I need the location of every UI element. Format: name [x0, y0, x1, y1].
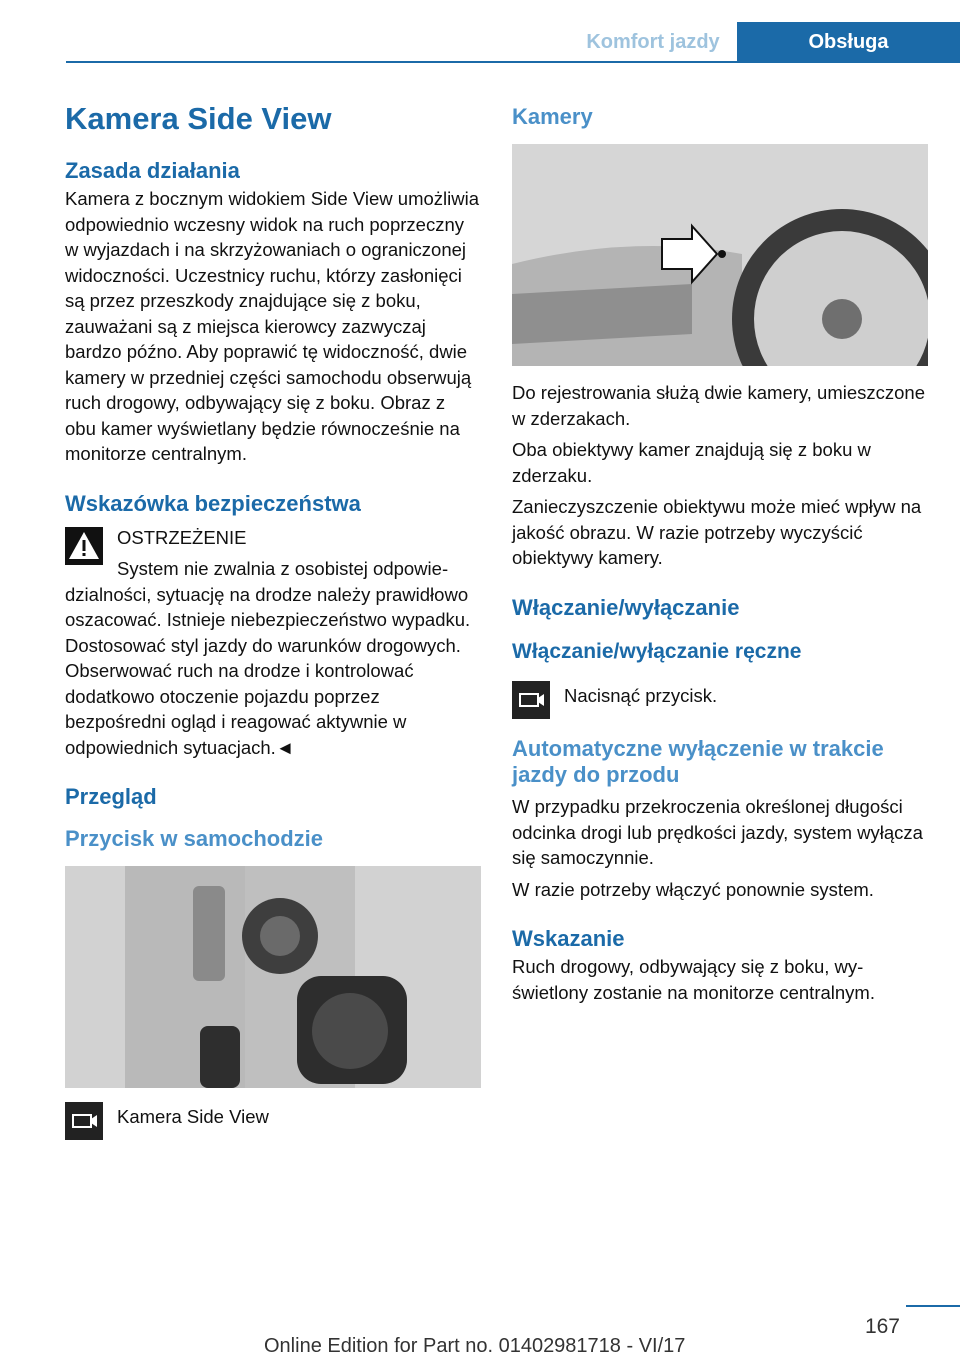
page-number: 167 — [864, 1315, 900, 1338]
tab-komfort-jazdy[interactable]: Komfort jazdy — [586, 30, 720, 53]
manual-button-row — [512, 681, 930, 709]
page-title: Kamera Side View — [65, 101, 332, 136]
edition-note: Online Edition for Part no. 01402981718 - VI/17 — [264, 1335, 686, 1357]
warning-label — [117, 525, 481, 551]
onoff-heading: Włączanie/wyłączanie — [512, 594, 740, 620]
overview-heading: Przegląd — [65, 784, 157, 809]
principle-text: Kamera z bocznym widokiem Side View umożliwia odpowiednio wczesny widok na ruch poprzeczny w wyjazdach i na skrzyżowaniach o ograniczonej widoczności. Uczestnicy ruchu, którzy zasłonięci są przez przeszkody znajdujące się z boku, zauważani są z miejsca kierowcy zazwyczaj bardzo późno. Aby poprawić tę widoczność, dwie kamery w przedniej części samochodu obserwują ruch drogowy, odbywający się z boku. Obraz z obu kamer wyświetlany będzie równocześnie na monitorze centralnym. — [65, 188, 480, 464]
right-column — [512, 96, 930, 1005]
cameras-text-2: Oba obiektywy kamer znajdują się z boku w zderzaku. — [512, 439, 871, 486]
side-view-camera-icon[interactable] — [65, 1102, 103, 1140]
left-column — [65, 96, 481, 1130]
principle-heading: Zasada działania — [65, 158, 240, 183]
footer-divider — [906, 1305, 960, 1307]
button-heading: Przycisk w samochodzie — [65, 826, 323, 851]
auto-off-heading: Automatyczne wyłączenie w trakcie jazdy do przodu — [512, 736, 884, 787]
tab-obsluga[interactable]: Obsługa — [737, 22, 960, 62]
cameras-heading: Kamery — [512, 104, 593, 129]
side-view-caption: Kamera Side View — [117, 1106, 269, 1127]
header-divider — [66, 61, 960, 63]
display-heading: Wskazanie — [512, 926, 625, 951]
manual-heading: Włączanie/wyłączanie ręczne — [512, 639, 802, 663]
safety-heading: Wskazówka bezpieczeństwa — [65, 490, 361, 516]
cameras-text-1: Do rejestrowania służą dwie kamery, umieszczone w zderzakach. — [512, 382, 925, 429]
cameras-text-3: Zanieczyszczenie obiektywu może mieć wpływ na jakość obrazu. W razie potrzeby wyczyścić obiektywy kamery. — [512, 496, 922, 568]
side-view-camera-icon-right[interactable] — [512, 681, 550, 719]
warning-triangle-icon — [65, 527, 103, 565]
warning-label-text: OSTRZEŻENIE — [117, 526, 247, 548]
auto-off-text-1: W przypadku przekroczenia określonej długości odcinka drogi lub prędkości jazdy, system wyłącza się samoczynnie. — [512, 796, 923, 868]
console-photo — [65, 866, 481, 1088]
auto-off-text-2: W razie potrzeby włączyć ponownie system. — [512, 878, 874, 900]
display-text: Ruch drogowy, odbywający się z boku, wyświetlony zostanie na monitorze centralnym. — [512, 956, 875, 1003]
side-view-button-row — [65, 1102, 481, 1130]
warning-block — [65, 525, 481, 551]
warning-text: System nie zwalnia z osobistej odpowiedzialności, sytuację na drodze należy prawidłowo oszacować. Istnieje niebezpieczeństwo wypadku. Dostosować styl jazdy do warunków drogowych. Obserwować ruch na drodze i kontrolować dodatkowo otoczenie pojazdu poprzez bezpośredni ogląd i reagować aktywnie w odpowiednich sytuacjach.◄ — [65, 558, 471, 758]
manual-text: Nacisnąć przycisk. — [564, 684, 718, 706]
bumper-camera-photo — [512, 144, 928, 366]
